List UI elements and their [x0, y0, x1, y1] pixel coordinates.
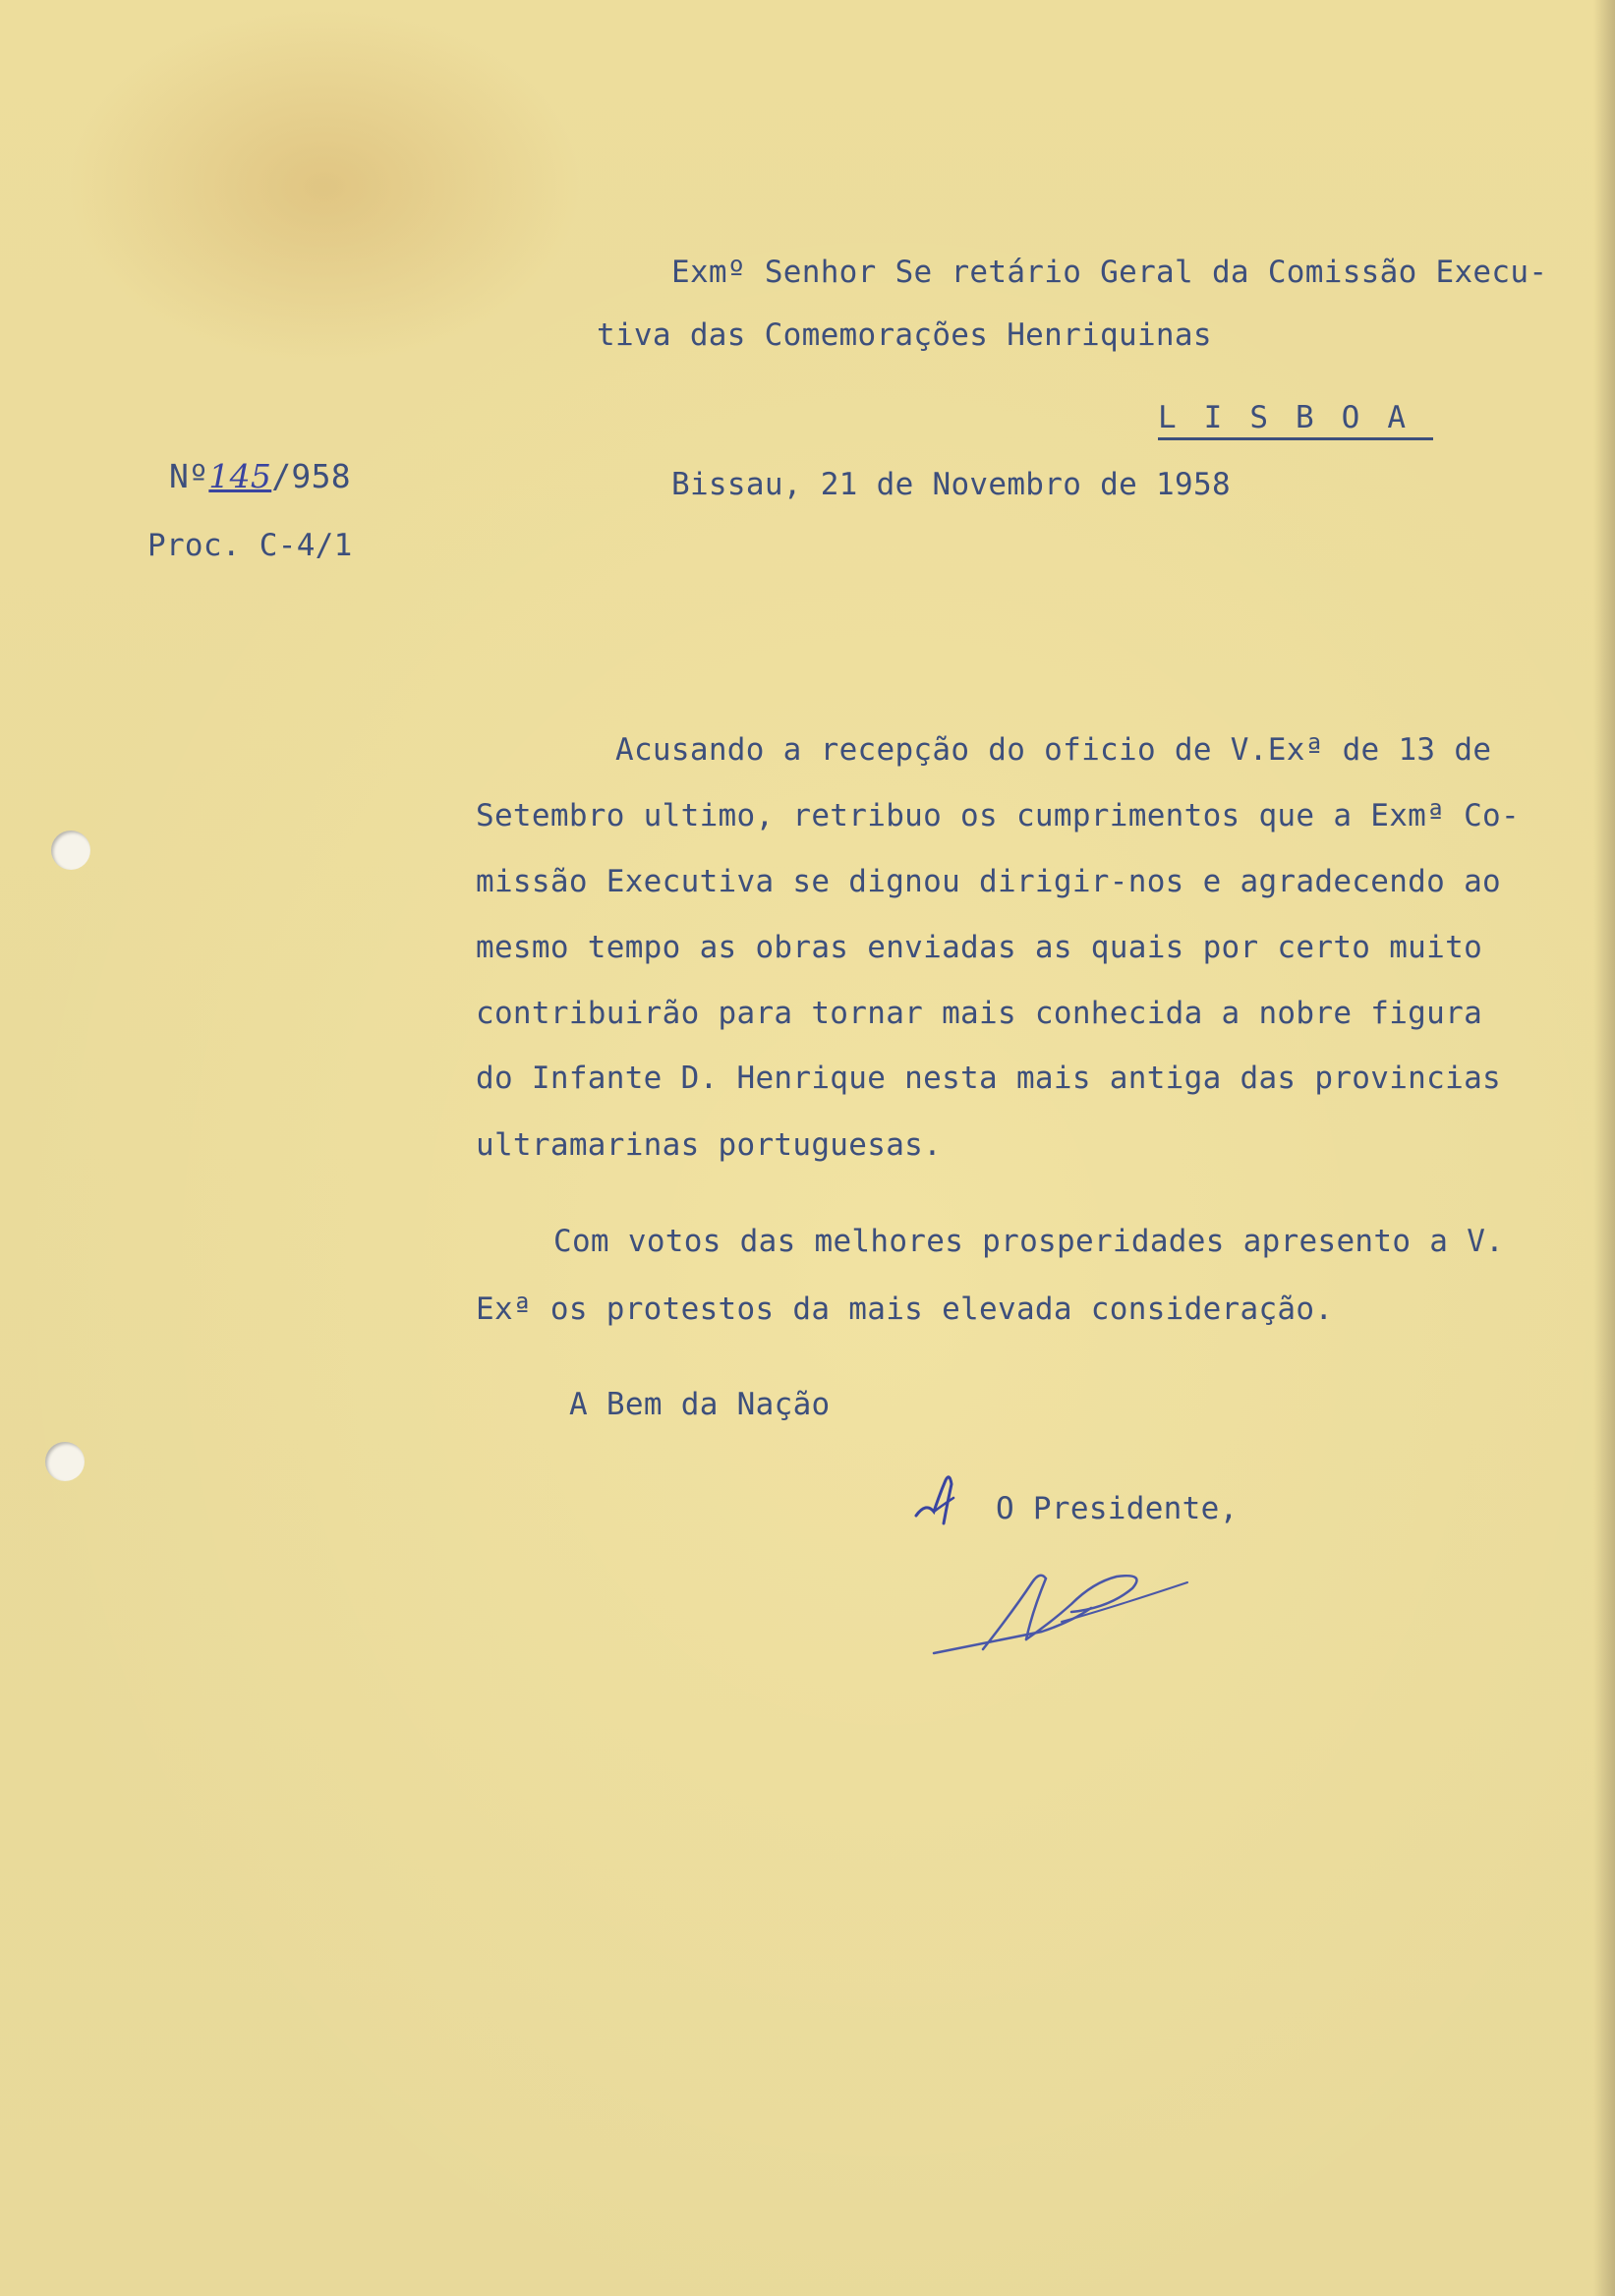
paragraph-2-line-2: Exª os protestos da mais elevada consideração.	[476, 1292, 1334, 1327]
reference-year: /958	[271, 457, 351, 495]
paragraph-1-line-1: Acusando a recepção do oficio de V.Exª de 13 de	[615, 732, 1492, 768]
paragraph-1-line-7: ultramarinas portuguesas.	[476, 1127, 943, 1163]
initials-mark	[904, 1455, 993, 1543]
closing-formula: A Bem da Nação	[569, 1387, 831, 1422]
page-edge-shadow	[1593, 0, 1615, 2296]
signature-title: O Presidente,	[996, 1491, 1239, 1526]
reference-handwritten-number: 145	[208, 457, 272, 495]
punch-hole-bottom	[45, 1442, 85, 1481]
paragraph-1-line-2: Setembro ultimo, retribuo os cumprimentos que a Exmª Co-	[476, 798, 1520, 833]
addressee-city: LISBOA	[1158, 403, 1433, 440]
reference-number	[169, 457, 351, 495]
handwritten-signature	[924, 1553, 1199, 1671]
paragraph-1-line-5: contribuirão para tornar mais conhecida a nobre figura	[476, 996, 1483, 1031]
paragraph-1-line-3: missão Executiva se dignou dirigir-nos e agradecendo ao	[476, 864, 1501, 899]
paragraph-1-line-6: do Infante D. Henrique nesta mais antiga das provincias	[476, 1061, 1501, 1096]
reference-prefix: Nº	[169, 457, 209, 495]
paragraph-2-line-1: Com votos das melhores prosperidades apresento a V.	[553, 1224, 1505, 1259]
place-date: Bissau, 21 de Novembro de 1958	[671, 467, 1231, 502]
addressee-line-2: tiva das Comemorações Henriquinas	[597, 317, 1212, 353]
paragraph-1-line-4: mesmo tempo as obras enviadas as quais por certo muito	[476, 930, 1483, 965]
addressee-line-1: Exmº Senhor Se retário Geral da Comissão Execu-	[671, 255, 1548, 290]
process-reference: Proc. C-4/1	[147, 528, 353, 563]
punch-hole-top	[51, 831, 90, 870]
